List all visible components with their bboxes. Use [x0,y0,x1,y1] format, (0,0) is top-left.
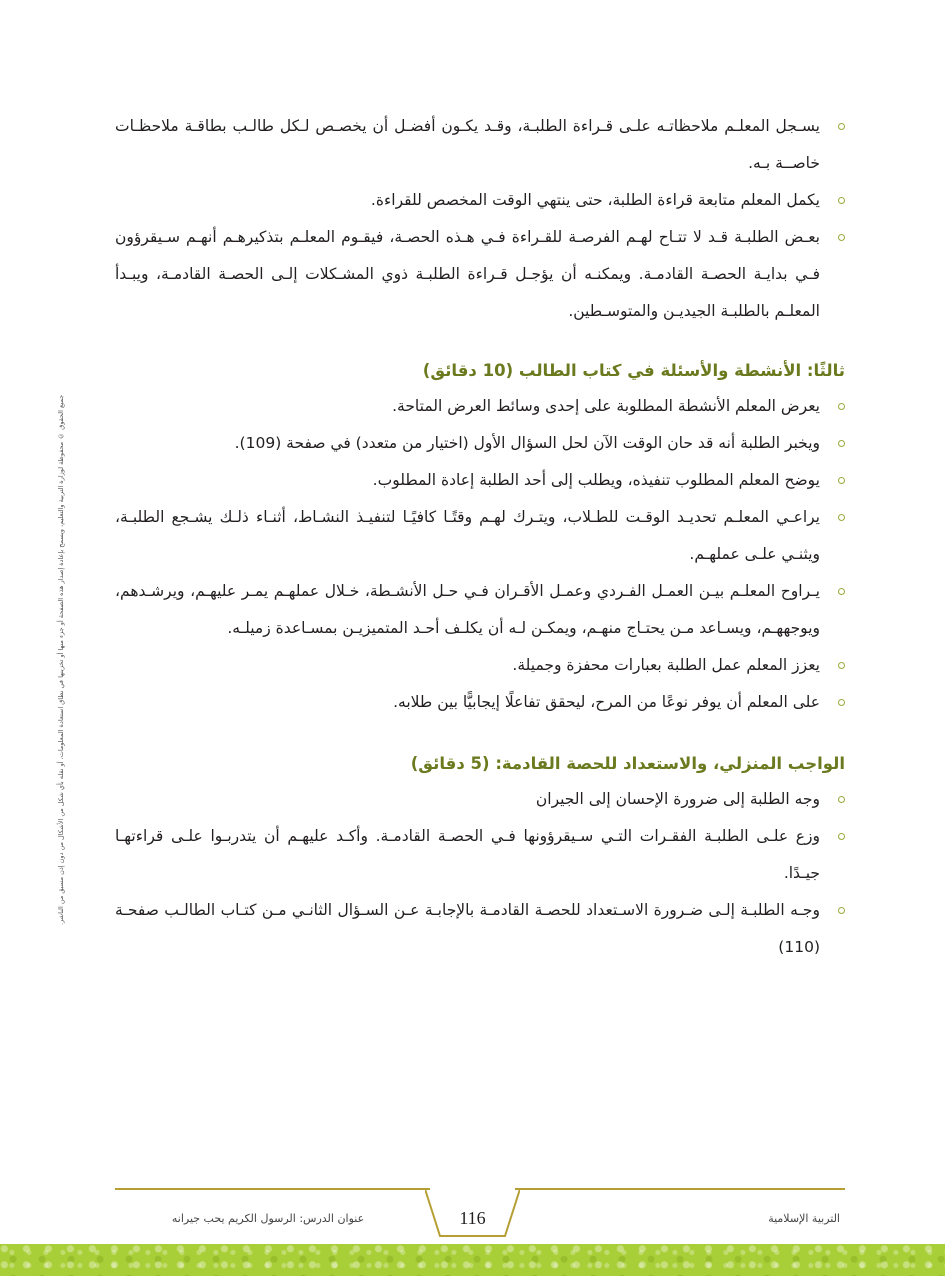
homework-list [115,781,845,966]
page-content [115,108,845,966]
activities-list [115,388,845,721]
bullet-circle-icon [838,197,845,204]
section-title-activities: ثالثًا: الأنشطة والأسئلة في كتاب الطالب (10 دقائق) [422,361,845,380]
list-item-text: يعزز المعلم عمل الطلبة بعبارات محفزة وجميلة. [512,656,820,674]
bullet-circle-icon [838,234,845,241]
list-item [115,647,845,684]
list-item-text: وزع علـى الطلبـة الفقـرات التـي سـيقرؤونها فـي الحصـة القادمـة. وأكـد عليهـم أن يتدربـوا علـى قراءتهـا جيـدًا. [115,827,820,882]
bullet-circle-icon [838,833,845,840]
bullet-circle-icon [838,440,845,447]
list-item-text: ويخبر الطلبة أنه قد حان الوقت الآن لحل السؤال الأول (اختيار من متعدد) في صفحة (109). [234,434,820,452]
list-item [115,425,845,462]
bullet-circle-icon [838,796,845,803]
list-item [115,573,845,647]
list-item [115,182,845,219]
section-title-homework: الواجب المنزلي، والاستعداد للحصة القادمة: (5 دقائق) [410,754,845,773]
bullet-circle-icon [838,699,845,706]
list-item [115,818,845,892]
list-item-text: يكمل المعلم متابعة قراءة الطلبة، حتى ينتهي الوقت المخصص للقراءة. [370,191,820,209]
list-item-text: على المعلم أن يوفر نوعًا من المرح، ليحقق تفاعلًا إيجابيًّا بين طلابه. [393,693,820,711]
list-item-text: يعرض المعلم الأنشطة المطلوبة على إحدى وسائط العرض المتاحة. [392,397,820,415]
bullet-circle-icon [838,907,845,914]
footer-rule-left [115,1188,430,1190]
list-item [115,388,845,425]
bullet-circle-icon [838,514,845,521]
page-number: 116 [459,1208,486,1228]
copyright-side-note: جميع الحقوق © محفوظة لوزارة التربية والتعليم، ويسمح بإعادة إصدار هذه الصفحة أو جزء منها أو تخزينها في نطاق استعادة المعلومات، أو نقله بأي شكل من الأشكال من دون إذن مسبق من الناشر. [57,394,65,926]
list-item [115,462,845,499]
footer-rule-right [515,1188,845,1190]
list-item-text: يسـجل المعلـم ملاحظاتـه علـى قـراءة الطلبـة، وقـد يكـون أفضـل أن يخصـص لـكل طالـب بطاقـة ملاحظـات خاصــة بـه. [115,117,820,172]
bullet-circle-icon [838,477,845,484]
list-item [115,892,845,966]
list-item [115,781,845,818]
list-item-text: يوضح المعلم المطلوب تنفيذه، ويطلب إلى أحد الطلبة إعادة المطلوب. [372,471,820,489]
bullet-circle-icon [838,403,845,410]
intro-list [115,108,845,330]
list-item-text: وجه الطلبة إلى ضرورة الإحسان إلى الجيران [535,790,820,808]
list-item [115,219,845,330]
decorative-green-band [0,1244,945,1276]
bullet-circle-icon [838,123,845,130]
list-item [115,684,845,721]
list-item [115,499,845,573]
bullet-circle-icon [838,662,845,669]
footer-lesson-title: عنوان الدرس: الرسول الكريم يحب جيرانه [171,1212,365,1225]
list-item [115,108,845,182]
list-item-text: بعـض الطلبـة قـد لا تتـاح لهـم الفرصـة للقـراءة فـي هـذه الحصـة، فيقـوم المعلـم بتذكيرهـم أنهـم سـيقرؤون فـي بدايـة الحصـة القادمـة. ويمكنـه أن يؤجـل قـراءة الطلبـة ذوي المشـكلات إلـى الحصـة القادمـة، ويبـدأ المعلـم بالطلبـة الجيديـن والمتوسـطين. [115,228,820,320]
list-item-text: يـراوح المعلـم بيـن العمـل الفـردي وعمـل الأقـران فـي حـل الأنشـطة، خـلال عملهـم يمـر عليهـم، ويرشـدهم، ويوجههـم، ويسـاعد مـن يحتـاج منهـم، ويمكـن لـه أن يكلـف أحـد المتميزيـن بمسـاعدة زميلـه. [115,582,820,637]
footer-subject: التربية الإسلامية [768,1212,840,1225]
list-item-text: وجـه الطلبـة إلـى ضـرورة الاسـتعداد للحصـة القادمـة بالإجابـة عـن السـؤال الثانـي مـن كتـاب الطالـب صفحـة (110) [115,901,820,956]
list-item-text: يراعـي المعلـم تحديـد الوقـت للطـلاب، ويتـرك لهـم وقتًـا كافيًـا لتنفيـذ النشـاط، أثنـاء ذلـك يشـجع الطلبـة، ويثنـي علـى عملهـم. [115,508,820,563]
bullet-circle-icon [838,588,845,595]
